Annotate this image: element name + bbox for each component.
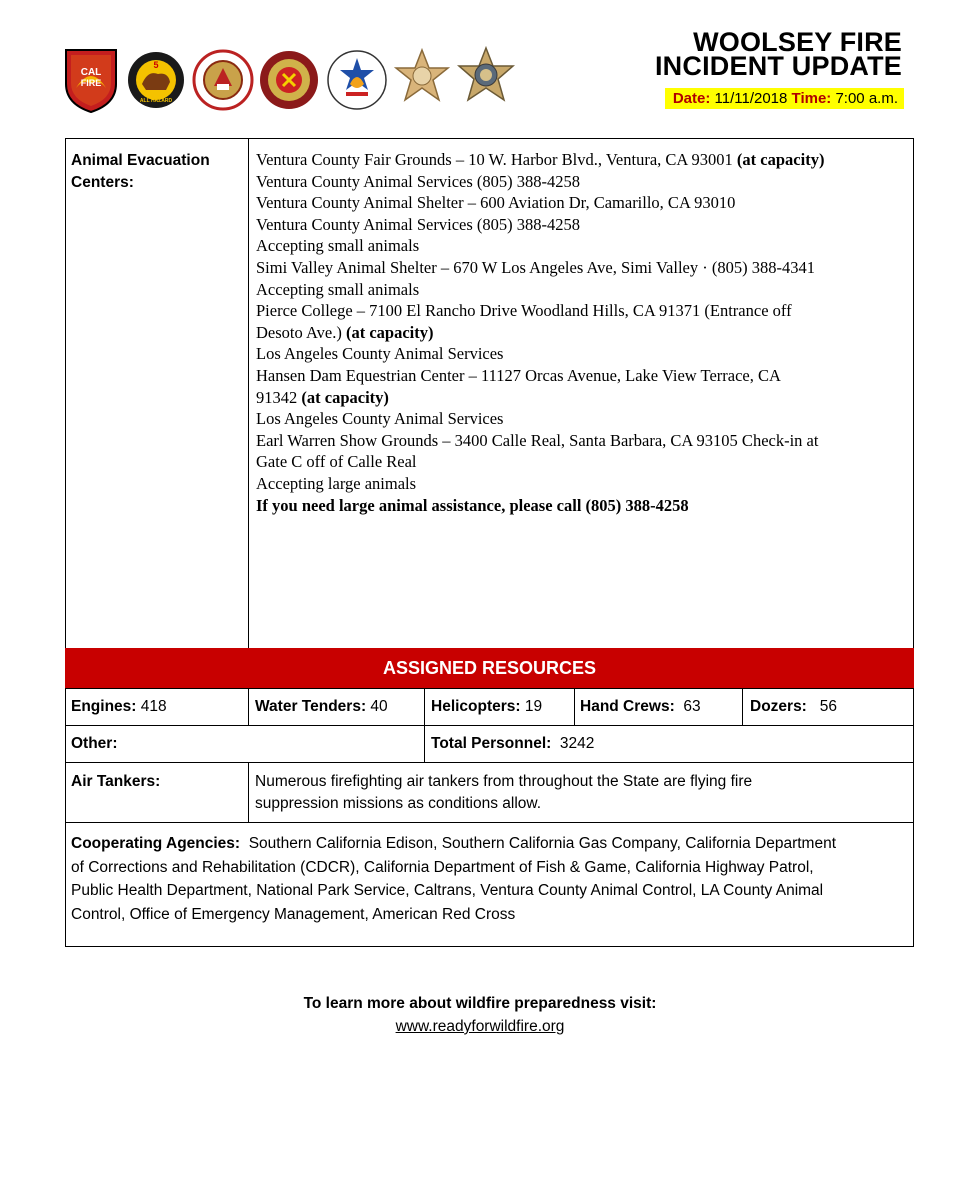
evac-line: Pierce College – 7100 El Rancho Drive Woodland Hills, CA 91371 (Entrance off — [256, 301, 792, 321]
hand-crews-cell: Hand Crews: 63 — [580, 698, 701, 715]
evac-line: Accepting small animals — [256, 279, 420, 299]
divider — [65, 725, 914, 726]
date-value: 11/11/2018 — [714, 90, 788, 107]
air-tankers-label: Air Tankers: — [71, 773, 161, 790]
animal-evacuation-list — [256, 149, 906, 516]
la-county-sheriff-logo — [456, 44, 516, 114]
divider — [65, 762, 914, 763]
divider — [424, 688, 425, 762]
divider — [248, 138, 249, 648]
ventura-county-fire-logo — [326, 44, 388, 114]
evac-line: Gate C off of Calle Real — [256, 452, 417, 472]
evac-line: Los Angeles County Animal Services — [256, 409, 504, 429]
evac-line: Ventura County Animal Services (805) 388-4258 — [256, 171, 580, 191]
svg-text:5: 5 — [153, 60, 159, 70]
divider — [65, 822, 914, 823]
helicopters-cell: Helicopters: 19 — [431, 698, 543, 715]
evac-line: Ventura County Fair Grounds – 10 W. Harbor Blvd., Ventura, CA 93001 (at capacity) — [256, 150, 825, 169]
document-title — [654, 27, 902, 81]
incident-management-team-logo — [126, 44, 186, 114]
cooperating-agencies-label: Cooperating Agencies: — [71, 835, 241, 852]
time-value: 7:00 a.m. — [835, 90, 898, 107]
lafd-logo — [258, 44, 320, 114]
evac-line: Accepting large animals — [256, 473, 417, 493]
evac-line: Earl Warren Show Grounds – 3400 Calle Real, Santa Barbara, CA 93105 Check-in at — [256, 430, 819, 450]
evac-line: Accepting small animals — [256, 236, 420, 256]
ventura-county-sheriff-logo — [392, 44, 452, 114]
evac-line: If you need large animal assistance, please call (805) 388-4258 — [256, 495, 689, 515]
divider — [248, 762, 249, 822]
footer-text: To learn more about wildfire preparedness visit: — [303, 995, 657, 1012]
animal-evacuation-label: Animal Evacuation Centers: — [71, 152, 210, 191]
air-tankers-text: Numerous firefighting air tankers from throughout the State are flying fire suppression missions as conditions allow. — [255, 773, 753, 812]
evac-line: 91342 (at capacity) — [256, 387, 389, 407]
assigned-resources-banner: ASSIGNED RESOURCES — [65, 648, 914, 688]
evac-line: Ventura County Animal Shelter – 600 Aviation Dr, Camarillo, CA 93010 — [256, 193, 736, 213]
cal-fire-logo — [62, 44, 120, 114]
divider — [742, 688, 743, 725]
total-personnel-cell: Total Personnel: 3242 — [431, 735, 595, 752]
dozers-cell: Dozers: 56 — [750, 698, 838, 715]
evac-line: Ventura County Animal Services (805) 388-4258 — [256, 214, 580, 234]
date-time-highlight — [665, 88, 904, 109]
cooperating-agencies: Cooperating Agencies: Southern California Edison, Southern California Gas Company, California Department of Corrections and Rehabilitation (CDCR), California Department of Fish & Game, California Highway Patrol, Public Health Department, National Park Service, Caltrans, Ventura County Animal Control, LA County Animal Control, Office of Emergency Management, American Red Cross — [71, 835, 837, 923]
date-label: Date: — [672, 90, 711, 107]
title-line-2: INCIDENT UPDATE — [654, 51, 902, 81]
evac-line: Desoto Ave.) (at capacity) — [256, 322, 434, 342]
divider — [248, 688, 249, 725]
evac-line: Simi Valley Animal Shelter – 670 W Los Angeles Ave, Simi Valley · (805) 388-4341 — [256, 257, 815, 277]
engines-cell: Engines: 418 — [71, 698, 167, 715]
title-line-1: WOOLSEY FIRE — [693, 27, 902, 57]
time-label: Time: — [791, 90, 832, 107]
divider — [574, 688, 575, 725]
footer-link-wrap — [0, 1018, 960, 1036]
evac-line: Hansen Dam Equestrian Center – 11127 Orcas Avenue, Lake View Terrace, CA — [256, 365, 781, 385]
svg-text:ALL HAZARD: ALL HAZARD — [139, 98, 173, 104]
la-county-fire-logo — [192, 44, 254, 114]
other-cell: Other: — [71, 735, 118, 752]
water-tenders-cell: Water Tenders: 40 — [255, 698, 388, 715]
readyforwildfire-link[interactable]: www.readyforwildfire.org — [395, 1018, 565, 1035]
svg-text:CAL: CAL — [80, 67, 102, 78]
evac-line: Los Angeles County Animal Services — [256, 344, 504, 364]
svg-text:FIRE: FIRE — [80, 78, 102, 88]
divider — [65, 688, 914, 689]
